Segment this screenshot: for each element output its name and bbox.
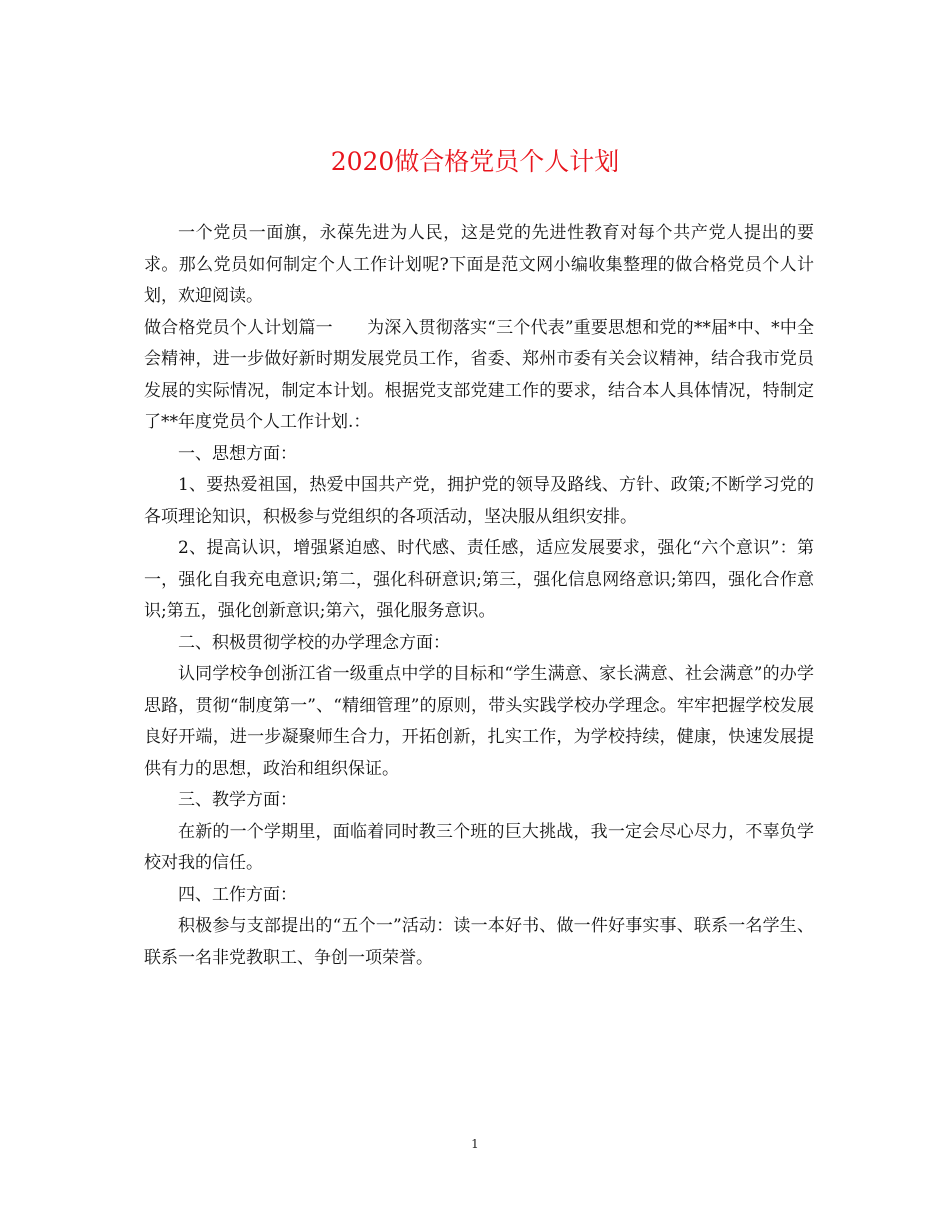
section-heading: 一、思想方面： (178, 443, 297, 464)
body-paragraph: 1、要热爱祖国，热爱中国共产党，拥护党的领导及路线、方针、政策;不断学习党的各项理论知识，积极参与党组织的各项活动，坚决服从组织安排。 (144, 475, 814, 527)
document-body (144, 218, 814, 974)
section-paragraph: 做合格党员个人计划篇一 为深入贯彻落实“三个代表”重要思想和党的**届*中、*中全会精神，进一步做好新时期发展党员工作，省委、郑州市委有关会议精神，结合我市党员发展的实际情况，制定本计划。根据党支部党建工作的要求，结合本人具体情况，特制定了**年度党员个人工作计划.： (144, 317, 814, 432)
body-paragraph: 积极参与支部提出的“五个一”活动：读一本好书、做一件好事实事、联系一名学生、联系一名非党教职工、争创一项荣誉。 (144, 916, 814, 968)
document-title: 2020做合格党员个人计划 (330, 147, 620, 176)
body-paragraph: 认同学校争创浙江省一级重点中学的目标和“学生满意、家长满意、社会满意”的办学思路，贯彻“制度第一”、“精细管理”的原则，带头实践学校办学理念。牢牢把握学校发展良好开端，进一步凝聚师生合力，开拓创新，扎实工作，为学校持续，健康，快速发展提供有力的思想，政治和组织保证。 (144, 664, 814, 779)
body-paragraph: 在新的一个学期里，面临着同时教三个班的巨大挑战，我一定会尽心尽力，不辜负学校对我的信任。 (144, 821, 814, 873)
page-number: 1 (471, 1137, 479, 1151)
body-paragraph: 2、提高认识，增强紧迫感、时代感、责任感，适应发展要求，强化“六个意识”：第一，强化自我充电意识;第二，强化科研意识;第三，强化信息网络意识;第四，强化合作意识;第五，强化创新意识;第六，强化服务意识。 (144, 538, 814, 621)
intro-paragraph: 一个党员一面旗，永葆先进为人民，这是党的先进性教育对每个共产党人提出的要求。那么党员如何制定个人工作计划呢?下面是范文网小编收集整理的做合格党员个人计划，欢迎阅读。 (144, 223, 814, 306)
section-heading: 四、工作方面： (178, 884, 297, 905)
section-heading: 三、教学方面： (178, 790, 297, 810)
section-heading: 二、积极贯彻学校的办学理念方面： (178, 632, 450, 653)
